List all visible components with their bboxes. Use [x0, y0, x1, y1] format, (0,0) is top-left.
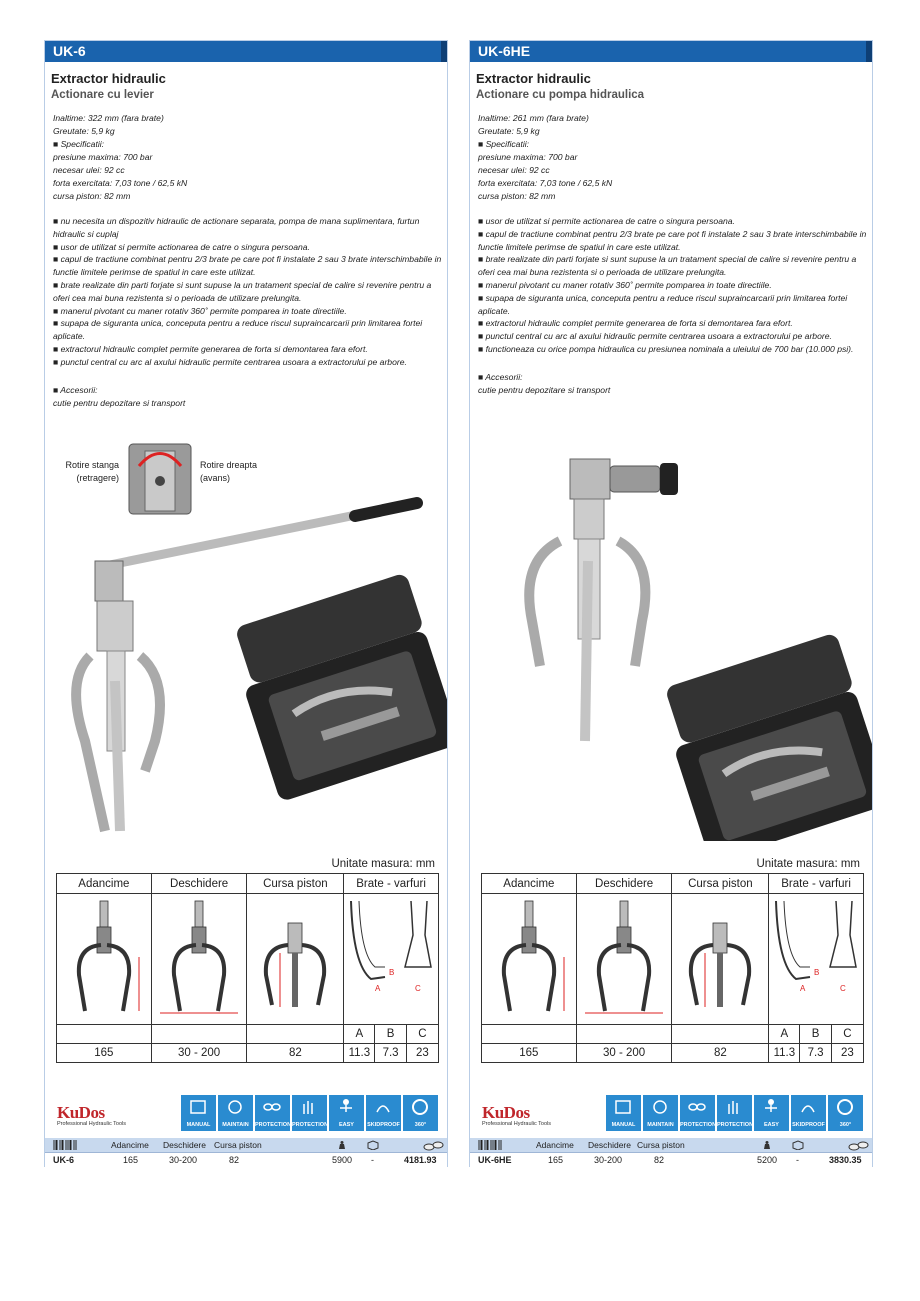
order-opening: 30-200: [169, 1155, 198, 1165]
col-stroke: Cursa piston: [214, 1140, 262, 1150]
brand-logo: [57, 1103, 126, 1127]
product-panel-uk6: [44, 40, 448, 1167]
col-b-label: B: [375, 1024, 406, 1043]
order-weight: 5200: [757, 1155, 778, 1165]
product-title: Extractor hidraulic: [51, 71, 166, 86]
spec-line: necesar ulei: 92 cc: [478, 165, 550, 175]
rotation-360-icon: 360°: [828, 1095, 863, 1131]
product-photo: [470, 41, 872, 841]
feature-item: ■ usor de utilizat si permite actionarea de catre o singura persoana.: [53, 241, 310, 252]
spec-line: Inaltime: 261 mm (fara brate): [478, 113, 589, 123]
feature-item: ■ manerul pivotant cu maner rotativ 360˚ permite pomparea in toate directiile.: [53, 305, 347, 316]
product-photo: [45, 41, 447, 841]
maintain-icon: MAINTAIN: [643, 1095, 678, 1131]
spec-line: ■ Specificatii:: [478, 139, 530, 149]
feature-item: ■ punctul central cu arc al axului hidraulic permite centrarea usoara a extractorului pe arbore.: [478, 331, 832, 342]
value-a: 11.3: [769, 1043, 800, 1062]
product-title: Extractor hidraulic: [476, 71, 591, 86]
rotation-right-sub: (avans): [200, 473, 231, 483]
depth-diagram: [57, 894, 152, 1024]
weight-icon: [337, 1140, 347, 1150]
header-arm-tips: Brate - varfuri: [344, 874, 439, 894]
order-box: -: [371, 1155, 374, 1165]
value-c: 23: [406, 1043, 438, 1062]
feature-icons: [606, 1095, 863, 1131]
value-depth: 165: [482, 1043, 577, 1062]
value-opening: 30 - 200: [576, 1043, 672, 1062]
brand-name: KuDos: [482, 1103, 530, 1122]
svg-text:B: B: [389, 968, 395, 978]
feature-icons: [181, 1095, 438, 1131]
box-icon: [792, 1140, 804, 1150]
product-code-header: UK-6: [45, 41, 447, 62]
gloves-icon: PROTECTION: [292, 1095, 327, 1131]
skidproof-icon: SKIDPROOF: [791, 1095, 826, 1131]
order-depth: 165: [548, 1155, 564, 1165]
box-icon: [367, 1140, 379, 1150]
feature-item: ■ supapa de siguranta unica, conceputa pentru a reduce riscul supraincarcarii prin limitarea fortei aplicate.: [478, 292, 848, 316]
product-code-header: UK-6HE: [470, 41, 872, 62]
stroke-diagram: [672, 894, 769, 1024]
col-opening: Deschidere: [588, 1140, 631, 1150]
col-depth: Adancime: [536, 1140, 574, 1150]
header-depth: Adancime: [57, 874, 152, 894]
svg-text:A: A: [800, 984, 806, 994]
unit-label: Unitate masura: mm: [331, 858, 435, 870]
col-depth: Adancime: [111, 1140, 149, 1150]
spec-line: necesar ulei: 92 cc: [53, 165, 125, 175]
order-weight: 5900: [332, 1155, 353, 1165]
brand-tagline: Professional Hydraulic Tools: [482, 1121, 551, 1127]
value-b: 7.3: [800, 1043, 831, 1062]
product-subtitle: Actionare cu pompa hidraulica: [476, 89, 645, 101]
feature-item: ■ usor de utilizat si permite actionarea de catre o singura persoana.: [478, 216, 735, 226]
order-price: 3830.35: [829, 1155, 862, 1165]
brand-logo: [482, 1103, 551, 1127]
rotation-360-icon: 360°: [403, 1095, 438, 1131]
feature-item: ■ functioneaza cu orice pompa hidraulica cu presiunea nominala a uleiului de 700 bar (10.000 psi).: [478, 343, 854, 354]
arm-tip-diagram: [769, 894, 864, 1024]
order-price: 4181.93: [404, 1155, 437, 1165]
manual-icon: MANUAL: [606, 1095, 641, 1131]
weight-icon: [762, 1140, 772, 1150]
manual-icon: MANUAL: [181, 1095, 216, 1131]
feature-item: ■ nu necesita un dispozitiv hidraulic de actionare separata, pompa de mana suplimentara, furtun hidraulic si cuplaj: [53, 216, 420, 239]
product-panel-uk6he: [469, 40, 873, 1167]
brand-tagline: Professional Hydraulic Tools: [57, 1121, 126, 1127]
feature-item: ■ supapa de siguranta unica, conceputa pentru a reduce riscul supraincarcarii prin limitarea fortei aplicate.: [53, 318, 423, 342]
order-box: -: [796, 1155, 799, 1165]
goggles-icon: PROTECTION: [255, 1095, 290, 1131]
header-arm-tips: Brate - varfuri: [769, 874, 864, 894]
goggles-icon: PROTECTION: [680, 1095, 715, 1131]
spec-line: forta exercitata: 7,03 tone / 62,5 kN: [478, 178, 613, 188]
stroke-diagram: [247, 894, 344, 1024]
value-c: 23: [831, 1043, 863, 1062]
col-opening: Deschidere: [163, 1140, 206, 1150]
feature-item: ■ capul de tractiune combinat pentru 2/3 brate pe care pot fi instalate 2 sau 3 brate interschimbabile in functie limitele perimse de spatiul in care este utilizat.: [53, 254, 442, 278]
header-depth: Adancime: [482, 874, 577, 894]
maintain-icon: MAINTAIN: [218, 1095, 253, 1131]
barcode-icon: [478, 1140, 502, 1150]
order-info-row: [470, 1152, 872, 1168]
rotation-left-sub: (retragere): [76, 473, 119, 483]
col-stroke: Cursa piston: [637, 1140, 685, 1150]
order-info-row: [45, 1152, 447, 1168]
value-opening: 30 - 200: [151, 1043, 247, 1062]
arm-tip-diagram: [344, 894, 439, 1024]
order-stroke: 82: [229, 1155, 240, 1165]
header-stroke: Cursa piston: [247, 874, 344, 894]
dimension-table: [56, 873, 439, 1063]
accessories-label: ■ Accesorii:: [478, 372, 523, 382]
spec-line: Greutate: 5,9 kg: [53, 126, 115, 136]
feature-item: ■ extractorul hidraulic complet permite generarea de forta si demontarea fara efort.: [53, 343, 368, 354]
order-info-header: [45, 1138, 447, 1152]
order-info-header: [470, 1138, 872, 1152]
depth-diagram: [482, 894, 577, 1024]
rotation-left-label: Rotire stanga: [65, 460, 119, 470]
order-code: UK-6: [53, 1155, 75, 1165]
svg-text:C: C: [840, 984, 846, 994]
coins-icon: [848, 1139, 870, 1151]
feature-item: ■ extractorul hidraulic complet permite generarea de forta si demontarea fara efort.: [478, 318, 793, 329]
header-stroke: Cursa piston: [672, 874, 769, 894]
col-b-label: B: [800, 1024, 831, 1043]
value-b: 7.3: [375, 1043, 406, 1062]
opening-diagram: [576, 894, 672, 1024]
col-c-label: C: [406, 1024, 438, 1043]
feature-item: ■ capul de tractiune combinat pentru 2/3 brate pe care pot fi instalate 2 sau 3 brate interschimbabile in functie limitele perimse de spatiul in care este utilizat.: [478, 228, 867, 252]
feature-item: ■ brate realizate din parti forjate si sunt supuse la un tratament special de calire si revenire pentru a oferi cea mai buna rezistenta si o perioada de utilizare prelungita.: [478, 254, 857, 278]
value-depth: 165: [57, 1043, 152, 1062]
svg-text:C: C: [415, 984, 421, 994]
spec-line: cursa piston: 82 mm: [478, 191, 556, 201]
spec-line: ■ Specificatii:: [53, 139, 105, 149]
opening-diagram: [151, 894, 247, 1024]
unit-label: Unitate masura: mm: [756, 858, 860, 870]
accessories-label: ■ Accesorii:: [53, 385, 98, 395]
accessories-text: cutie pentru depozitare si transport: [53, 398, 186, 408]
spec-line: presiune maxima: 700 bar: [53, 152, 153, 162]
value-a: 11.3: [344, 1043, 375, 1062]
col-c-label: C: [831, 1024, 863, 1043]
col-a-label: A: [769, 1024, 800, 1043]
order-info-table: [470, 1138, 872, 1167]
order-stroke: 82: [654, 1155, 665, 1165]
coins-icon: [423, 1139, 445, 1151]
skidproof-icon: SKIDPROOF: [366, 1095, 401, 1131]
spec-line: forta exercitata: 7,03 tone / 62,5 kN: [53, 178, 188, 188]
spec-line: Greutate: 5,9 kg: [478, 126, 540, 136]
spec-line: Inaltime: 322 mm (fara brate): [53, 113, 164, 123]
svg-text:A: A: [375, 984, 381, 994]
product-subtitle: Actionare cu levier: [51, 89, 154, 101]
svg-text:B: B: [814, 968, 820, 978]
accessories-text: cutie pentru depozitare si transport: [478, 385, 611, 395]
easy-icon: EASY: [754, 1095, 789, 1131]
value-stroke: 82: [672, 1043, 769, 1062]
dimension-table: [481, 873, 864, 1063]
gloves-icon: PROTECTION: [717, 1095, 752, 1131]
order-opening: 30-200: [594, 1155, 623, 1165]
easy-icon: EASY: [329, 1095, 364, 1131]
spec-line: presiune maxima: 700 bar: [478, 152, 578, 162]
brand-name: KuDos: [57, 1103, 105, 1122]
rotation-right-label: Rotire dreapta: [200, 460, 258, 470]
feature-item: ■ manerul pivotant cu maner rotativ 360˚ permite pomparea in toate directiile.: [478, 279, 772, 290]
col-a-label: A: [344, 1024, 375, 1043]
feature-item: ■ punctul central cu arc al axului hidraulic permite centrarea usoara a extractorului pe arbore.: [53, 356, 407, 367]
header-opening: Deschidere: [151, 874, 247, 894]
order-code: UK-6HE: [478, 1155, 512, 1165]
spec-line: cursa piston: 82 mm: [53, 191, 131, 201]
feature-item: ■ brate realizate din parti forjate si sunt supuse la un tratament special de calire si revenire pentru a oferi cea mai buna rezistenta si o perioada de utilizare prelungita.: [53, 279, 432, 303]
order-depth: 165: [123, 1155, 139, 1165]
barcode-icon: [53, 1140, 77, 1150]
order-info-table: [45, 1138, 447, 1167]
value-stroke: 82: [247, 1043, 344, 1062]
header-opening: Deschidere: [576, 874, 672, 894]
